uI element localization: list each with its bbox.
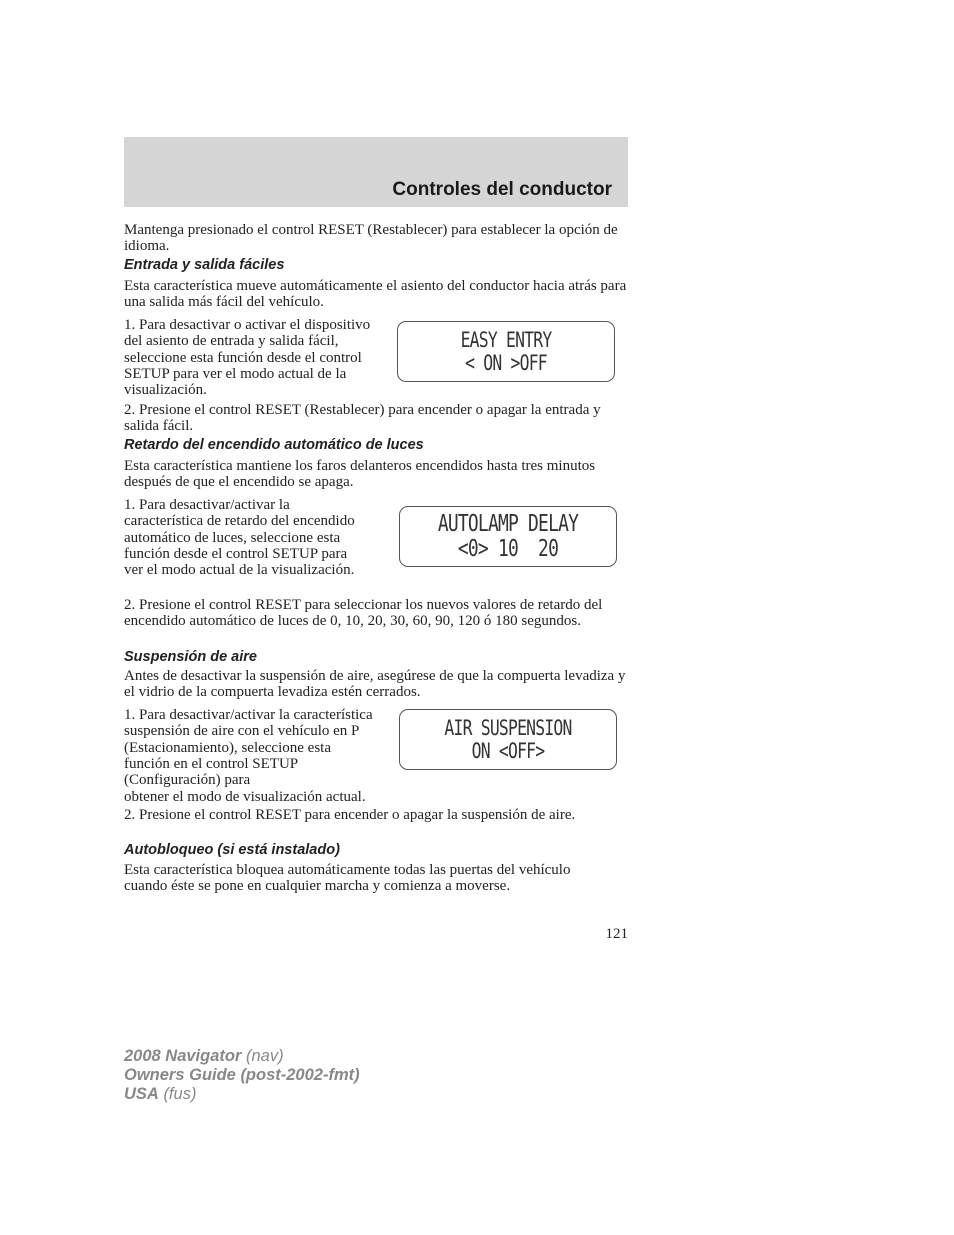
footer-guide: Owners Guide (post-2002-fmt) bbox=[124, 1066, 360, 1084]
heading-easy-entry: Entrada y salida fáciles bbox=[124, 257, 285, 273]
easy-entry-display-line1: EASY ENTRY bbox=[460, 328, 552, 352]
easy-entry-description: Esta característica mueve automáticamente el asiento del conductor hacia atrás para una salida más fácil del vehículo. bbox=[124, 278, 627, 311]
heading-autolock: Autobloqueo (si está instalado) bbox=[124, 842, 340, 858]
footer-line-guide bbox=[124, 1066, 360, 1085]
easy-entry-step2: 2. Presione el control RESET (Restablecer) para encender o apagar la entrada y salida fácil. bbox=[124, 402, 601, 435]
section-title: Controles del conductor bbox=[392, 179, 612, 200]
air-suspension-display bbox=[399, 709, 617, 770]
autolamp-display-line2: <0> 10 20 bbox=[457, 536, 559, 562]
easy-entry-step1: 1. Para desactivar o activar el dispositivo del asiento de entrada y salida fácil, seleccione esta función desde el control SETUP para ver el modo actual de la visualización. bbox=[124, 317, 371, 399]
air-suspension-description: Antes de desactivar la suspensión de aire, asegúrese de que la compuerta levadiza y el vidrio de la compuerta levadiza estén cerrados. bbox=[124, 668, 626, 701]
footer-market-code: (fus) bbox=[163, 1085, 197, 1103]
footer-model: 2008 Navigator bbox=[124, 1047, 242, 1065]
autolamp-step1: 1. Para desactivar/activar la característica de retardo del encendido automático de luces, seleccione esta función desde el control SETUP para ver el modo actual de la visualización. bbox=[124, 497, 355, 579]
document-footer bbox=[124, 1047, 360, 1104]
autolamp-display bbox=[399, 506, 617, 567]
autolamp-step2: 2. Presione el control RESET para seleccionar los nuevos valores de retardo del encendido automático de luces de 0, 10, 20, 30, 60, 90, 120 ó 180 segundos. bbox=[124, 597, 603, 630]
heading-autolamp-delay: Retardo del encendido automático de luces bbox=[124, 437, 424, 453]
footer-model-code: (nav) bbox=[246, 1047, 284, 1065]
section-header-band bbox=[124, 137, 628, 207]
heading-air-suspension: Suspensión de aire bbox=[124, 649, 257, 665]
autolamp-display-line1: AUTOLAMP DELAY bbox=[437, 511, 579, 537]
autolock-description: Esta característica bloquea automáticamente todas las puertas del vehículo cuando éste se pone en cualquier marcha y comienza a moverse. bbox=[124, 862, 571, 895]
page-number: 121 bbox=[605, 926, 628, 942]
air-suspension-step1: 1. Para desactivar/activar la característica suspensión de aire con el vehículo en P (Estacionamiento), seleccione esta función en el control SETUP (Configuración) para bbox=[124, 707, 373, 789]
air-suspension-step1-continued: obtener el modo de visualización actual. bbox=[124, 789, 366, 805]
footer-line-market bbox=[124, 1085, 360, 1104]
air-suspension-display-line1: AIR SUSPENSION bbox=[444, 716, 572, 740]
intro-paragraph: Mantenga presionado el control RESET (Restablecer) para establecer la opción de idioma. bbox=[124, 222, 618, 255]
footer-market: USA bbox=[124, 1085, 159, 1103]
easy-entry-display-line2: < ON >OFF bbox=[465, 351, 547, 375]
easy-entry-display bbox=[397, 321, 615, 382]
air-suspension-step2: 2. Presione el control RESET para encender o apagar la suspensión de aire. bbox=[124, 807, 576, 823]
autolamp-description: Esta característica mantiene los faros delanteros encendidos hasta tres minutos después de que el encendido se apaga. bbox=[124, 458, 596, 491]
footer-line-model bbox=[124, 1047, 360, 1066]
air-suspension-display-line2: ON <OFF> bbox=[471, 739, 545, 763]
